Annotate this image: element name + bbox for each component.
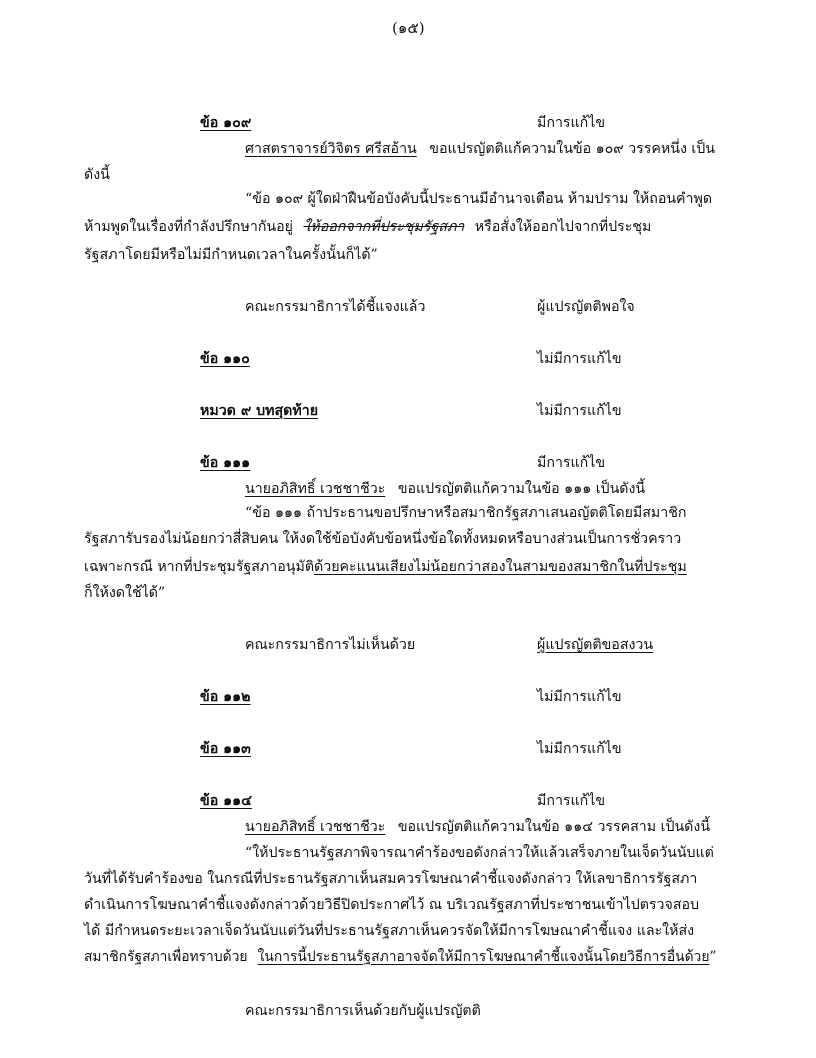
section-109-proposer: ศาสตราจารย์วิจิตร ศรีสอ้าน bbox=[245, 141, 417, 157]
section-114-quote-line4: ได้ มีกำหนดระยะเวลาเจ็ดวันนับแต่วันที่ประธานรัฐสภาเห็นควรจัดให้มีการโฆษณาคำชี้แจง และให้ส่ง bbox=[84, 923, 695, 939]
section-114-quote-line2: วันที่ได้รับคำร้องขอ ในกรณีที่ประธานรัฐสภาเห็นสมควรโฆษณาคำชี้แจงดังกล่าว ให้เลขาธิการรัฐสภา bbox=[84, 871, 698, 887]
section-112-status: ไม่มีการแก้ไข bbox=[537, 689, 622, 705]
page-number: (๑๕) bbox=[392, 19, 425, 37]
section-109-quote-line3: รัฐสภาโดยมีหรือไม่มีกำหนดเวลาในครั้งนั้นก็ได้” bbox=[84, 247, 378, 263]
section-114-proposer: นายอภิสิทธิ์ เวชชาชีวะ bbox=[245, 819, 386, 835]
section-111-status: มีการแก้ไข bbox=[537, 455, 606, 471]
section-109-quote-line1: “ข้อ ๑๐๙ ผู้ใดฝ่าฝืนข้อบังคับนี้ประธานมีอำนาจเตือน ห้ามปราม ให้ถอนคำพูด bbox=[245, 191, 713, 207]
section-109-quote-line2 bbox=[84, 216, 651, 238]
section-111-underlined-text: ด้วยคะแนนเสียงไม่น้อยกว่าสองในสามของสมาชิกในที่ประชุม bbox=[314, 559, 687, 575]
section-113-heading: ข้อ ๑๑๓ bbox=[200, 741, 251, 757]
section-110-heading: ข้อ ๑๑๐ bbox=[200, 351, 250, 367]
section-114-status: มีการแก้ไข bbox=[537, 793, 606, 809]
section-109-struck-text: ให้ออกจากที่ประชุมรัฐสภา bbox=[303, 219, 465, 235]
section-110-status: ไม่มีการแก้ไข bbox=[537, 351, 622, 367]
section-109-quote-line2-a: ห้ามพูดในเรื่องที่กำลังปรึกษากันอยู่ bbox=[84, 219, 293, 235]
section-109-result: ผู้แปรญัตติพอใจ bbox=[537, 299, 635, 315]
section-111-quote-line4: ก็ให้งดใช้ได้” bbox=[84, 585, 166, 601]
section-114-intro bbox=[245, 816, 710, 838]
section-114-quote-close: ” bbox=[709, 949, 717, 965]
section-114-heading: ข้อ ๑๑๔ bbox=[200, 793, 252, 809]
section-111-intro-text: ขอแปรญัตติแก้ความในข้อ ๑๑๑ เป็นดังนี้ bbox=[397, 481, 646, 497]
section-114-quote-line5 bbox=[84, 946, 716, 968]
chapter-9-status: ไม่มีการแก้ไข bbox=[537, 403, 622, 419]
section-109-committee: คณะกรรมาธิการได้ชี้แจงแล้ว bbox=[245, 299, 426, 315]
section-114-committee: คณะกรรมาธิการเห็นด้วยกับผู้แปรญัตติ bbox=[245, 1003, 481, 1019]
section-109-intro-line2: ดังนี้ bbox=[84, 167, 110, 183]
section-113-status: ไม่มีการแก้ไข bbox=[537, 741, 622, 757]
section-109-quote-line2-b: หรือสั่งให้ออกไปจากที่ประชุม bbox=[474, 219, 652, 235]
section-114-underlined-text: ในการนี้ประธานรัฐสภาอาจจัดให้มีการโฆษณาคำชี้แจงนั้นโดยวิธีการอื่นด้วย bbox=[257, 949, 710, 965]
section-111-quote-line1: “ข้อ ๑๑๑ ถ้าประธานขอปรึกษาหรือสมาชิกรัฐสภาเสนอญัตติโดยมีสมาชิก bbox=[245, 505, 687, 521]
section-111-result: ผู้แปรญัตติขอสงวน bbox=[537, 637, 654, 653]
section-114-quote-line5-a: สมาชิกรัฐสภาเพื่อทราบด้วย bbox=[84, 949, 248, 965]
section-111-heading: ข้อ ๑๑๑ bbox=[200, 455, 251, 471]
section-111-committee: คณะกรรมาธิการไม่เห็นด้วย bbox=[245, 637, 416, 653]
section-109-intro bbox=[245, 138, 715, 160]
section-111-proposer: นายอภิสิทธิ์ เวชชาชีวะ bbox=[245, 481, 386, 497]
section-114-quote-line3: ดำเนินการโฆษณาคำชี้แจงดังกล่าวด้วยวิธีปิดประกาศไว้ ณ บริเวณรัฐสภาที่ประชาชนเข้าไปตรวจสอบ bbox=[84, 897, 700, 913]
section-114-quote-line1: “ให้ประธานรัฐสภาพิจารณาคำร้องขอดังกล่าวให้แล้วเสร็จภายในเจ็ดวันนับแต่ bbox=[245, 845, 714, 861]
section-111-quote-line2: รัฐสภารับรองไม่น้อยกว่าสี่สิบคน ให้งดใช้ข้อบังคับข้อหนึ่งข้อใดทั้งหมดหรือบางส่วนเป็นการชั่วคราว bbox=[84, 531, 682, 547]
section-114-intro-text: ขอแปรญัตติแก้ความในข้อ ๑๑๔ วรรคสาม เป็นดังนี้ bbox=[397, 819, 711, 835]
section-109-intro-text: ขอแปรญัตติแก้ความในข้อ ๑๐๙ วรรคหนึ่ง เป็น bbox=[429, 141, 715, 157]
section-111-intro bbox=[245, 478, 645, 500]
section-111-quote-line3 bbox=[84, 556, 687, 578]
section-109-heading: ข้อ ๑๐๙ bbox=[200, 115, 252, 131]
section-112-heading: ข้อ ๑๑๒ bbox=[200, 689, 251, 705]
chapter-9-heading: หมวด ๙ บทสุดท้าย bbox=[200, 403, 319, 419]
section-111-quote-line3-a: เฉพาะกรณี หากที่ประชุมรัฐสภาอนุมัติ bbox=[84, 559, 315, 575]
section-109-status: มีการแก้ไข bbox=[537, 115, 606, 131]
